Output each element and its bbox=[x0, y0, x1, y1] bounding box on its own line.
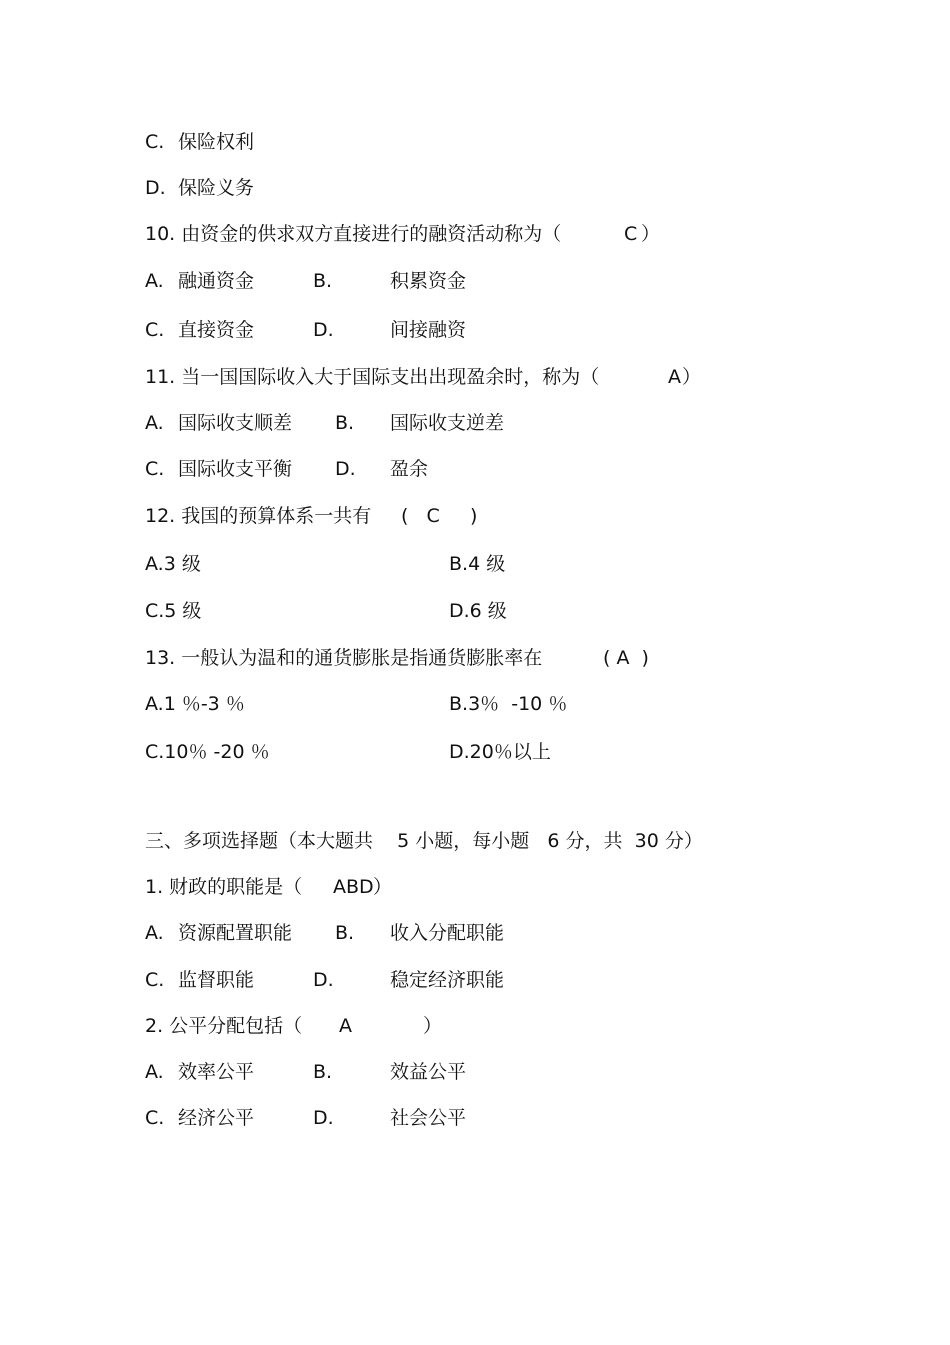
option-letter: A. bbox=[145, 1061, 164, 1083]
question-10-stem bbox=[145, 222, 661, 246]
option-row bbox=[145, 457, 429, 481]
answer: ( C ) bbox=[401, 505, 478, 527]
option-text: 稳定经济职能 bbox=[390, 969, 505, 991]
section-title: 三、多项选择题（本大题共 5 小题，每小题 6 分，共 30 分） bbox=[145, 830, 703, 852]
multi-question-1-stem bbox=[145, 875, 393, 899]
question-text: 12. 我国的预算体系一共有 bbox=[145, 505, 372, 527]
option: D.20％以上 bbox=[449, 741, 551, 763]
option-row bbox=[145, 921, 505, 945]
option-text: 间接融资 bbox=[390, 319, 467, 341]
option-letter: D. bbox=[313, 319, 334, 341]
option-row bbox=[145, 318, 467, 342]
option: B.4 级 bbox=[449, 553, 506, 575]
option-text: 保险义务 bbox=[178, 177, 255, 199]
option-text: 国际收支逆差 bbox=[390, 412, 505, 434]
option-letter: D. bbox=[313, 969, 334, 991]
option-text: 效率公平 bbox=[178, 1061, 255, 1083]
option-row bbox=[145, 968, 505, 992]
option-letter: D. bbox=[145, 177, 166, 199]
option-letter: A. bbox=[145, 412, 164, 434]
option-letter: B. bbox=[335, 922, 355, 944]
option-letter: B. bbox=[335, 412, 355, 434]
question-text: 11. 当一国国际收入大于国际支出出现盈余时，称为（ bbox=[145, 366, 600, 388]
option-text: 经济公平 bbox=[178, 1107, 255, 1129]
question-11-stem bbox=[145, 365, 702, 389]
option-row bbox=[145, 599, 507, 623]
close-paren: ） bbox=[423, 1015, 443, 1037]
option-text: 收入分配职能 bbox=[390, 922, 505, 944]
option-letter: C. bbox=[145, 131, 165, 153]
option-row bbox=[145, 411, 505, 435]
question-13-stem bbox=[145, 646, 649, 670]
option-row bbox=[145, 1106, 467, 1130]
option-row bbox=[145, 176, 255, 200]
option: A.1 ％-3 ％ bbox=[145, 693, 245, 715]
option-letter: C. bbox=[145, 319, 165, 341]
option-letter: D. bbox=[335, 458, 356, 480]
option-text: 社会公平 bbox=[390, 1107, 467, 1129]
option-text: 盈余 bbox=[390, 458, 429, 480]
option: B.3％ -10 ％ bbox=[449, 693, 568, 715]
option-letter: C. bbox=[145, 1107, 165, 1129]
question-text: 13. 一般认为温和的通货膨胀是指通货膨胀率在 bbox=[145, 647, 543, 669]
option-text: 直接资金 bbox=[178, 319, 255, 341]
option-row bbox=[145, 1060, 467, 1084]
option-text: 保险权利 bbox=[178, 131, 255, 153]
option-text: 资源配置职能 bbox=[178, 922, 293, 944]
question-text: 1. 财政的职能是（ bbox=[145, 876, 303, 898]
close-paren: ） bbox=[682, 366, 702, 388]
close-paren: ） bbox=[373, 876, 393, 898]
option: C.10％ -20 ％ bbox=[145, 741, 270, 763]
option: D.6 级 bbox=[449, 600, 507, 622]
option-text: 效益公平 bbox=[390, 1061, 467, 1083]
option-letter: B. bbox=[313, 1061, 333, 1083]
option-letter: D. bbox=[313, 1107, 334, 1129]
option-row bbox=[145, 130, 255, 154]
close-paren: ） bbox=[641, 223, 661, 245]
question-12-stem bbox=[145, 504, 478, 528]
multi-question-2-stem bbox=[145, 1014, 443, 1038]
option-letter: A. bbox=[145, 922, 164, 944]
option-letter: A. bbox=[145, 270, 164, 292]
option-text: 国际收支顺差 bbox=[178, 412, 293, 434]
option-row bbox=[145, 740, 551, 764]
option-letter: C. bbox=[145, 458, 165, 480]
question-text: 10. 由资金的供求双方直接进行的融资活动称为（ bbox=[145, 223, 562, 245]
answer: A bbox=[668, 366, 681, 388]
option-text: 融通资金 bbox=[178, 270, 255, 292]
option-row bbox=[145, 269, 467, 293]
option-row bbox=[145, 692, 568, 716]
option-row bbox=[145, 552, 506, 576]
question-text: 2. 公平分配包括（ bbox=[145, 1015, 303, 1037]
answer: A bbox=[339, 1015, 352, 1037]
option-text: 积累资金 bbox=[390, 270, 467, 292]
option: C.5 级 bbox=[145, 600, 202, 622]
option-letter: C. bbox=[145, 969, 165, 991]
answer: ABD bbox=[333, 876, 374, 898]
option-letter: B. bbox=[313, 270, 333, 292]
option-text: 国际收支平衡 bbox=[178, 458, 293, 480]
option-text: 监督职能 bbox=[178, 969, 255, 991]
option: A.3 级 bbox=[145, 553, 201, 575]
answer: ( A ) bbox=[603, 647, 649, 669]
answer: C bbox=[624, 223, 638, 245]
